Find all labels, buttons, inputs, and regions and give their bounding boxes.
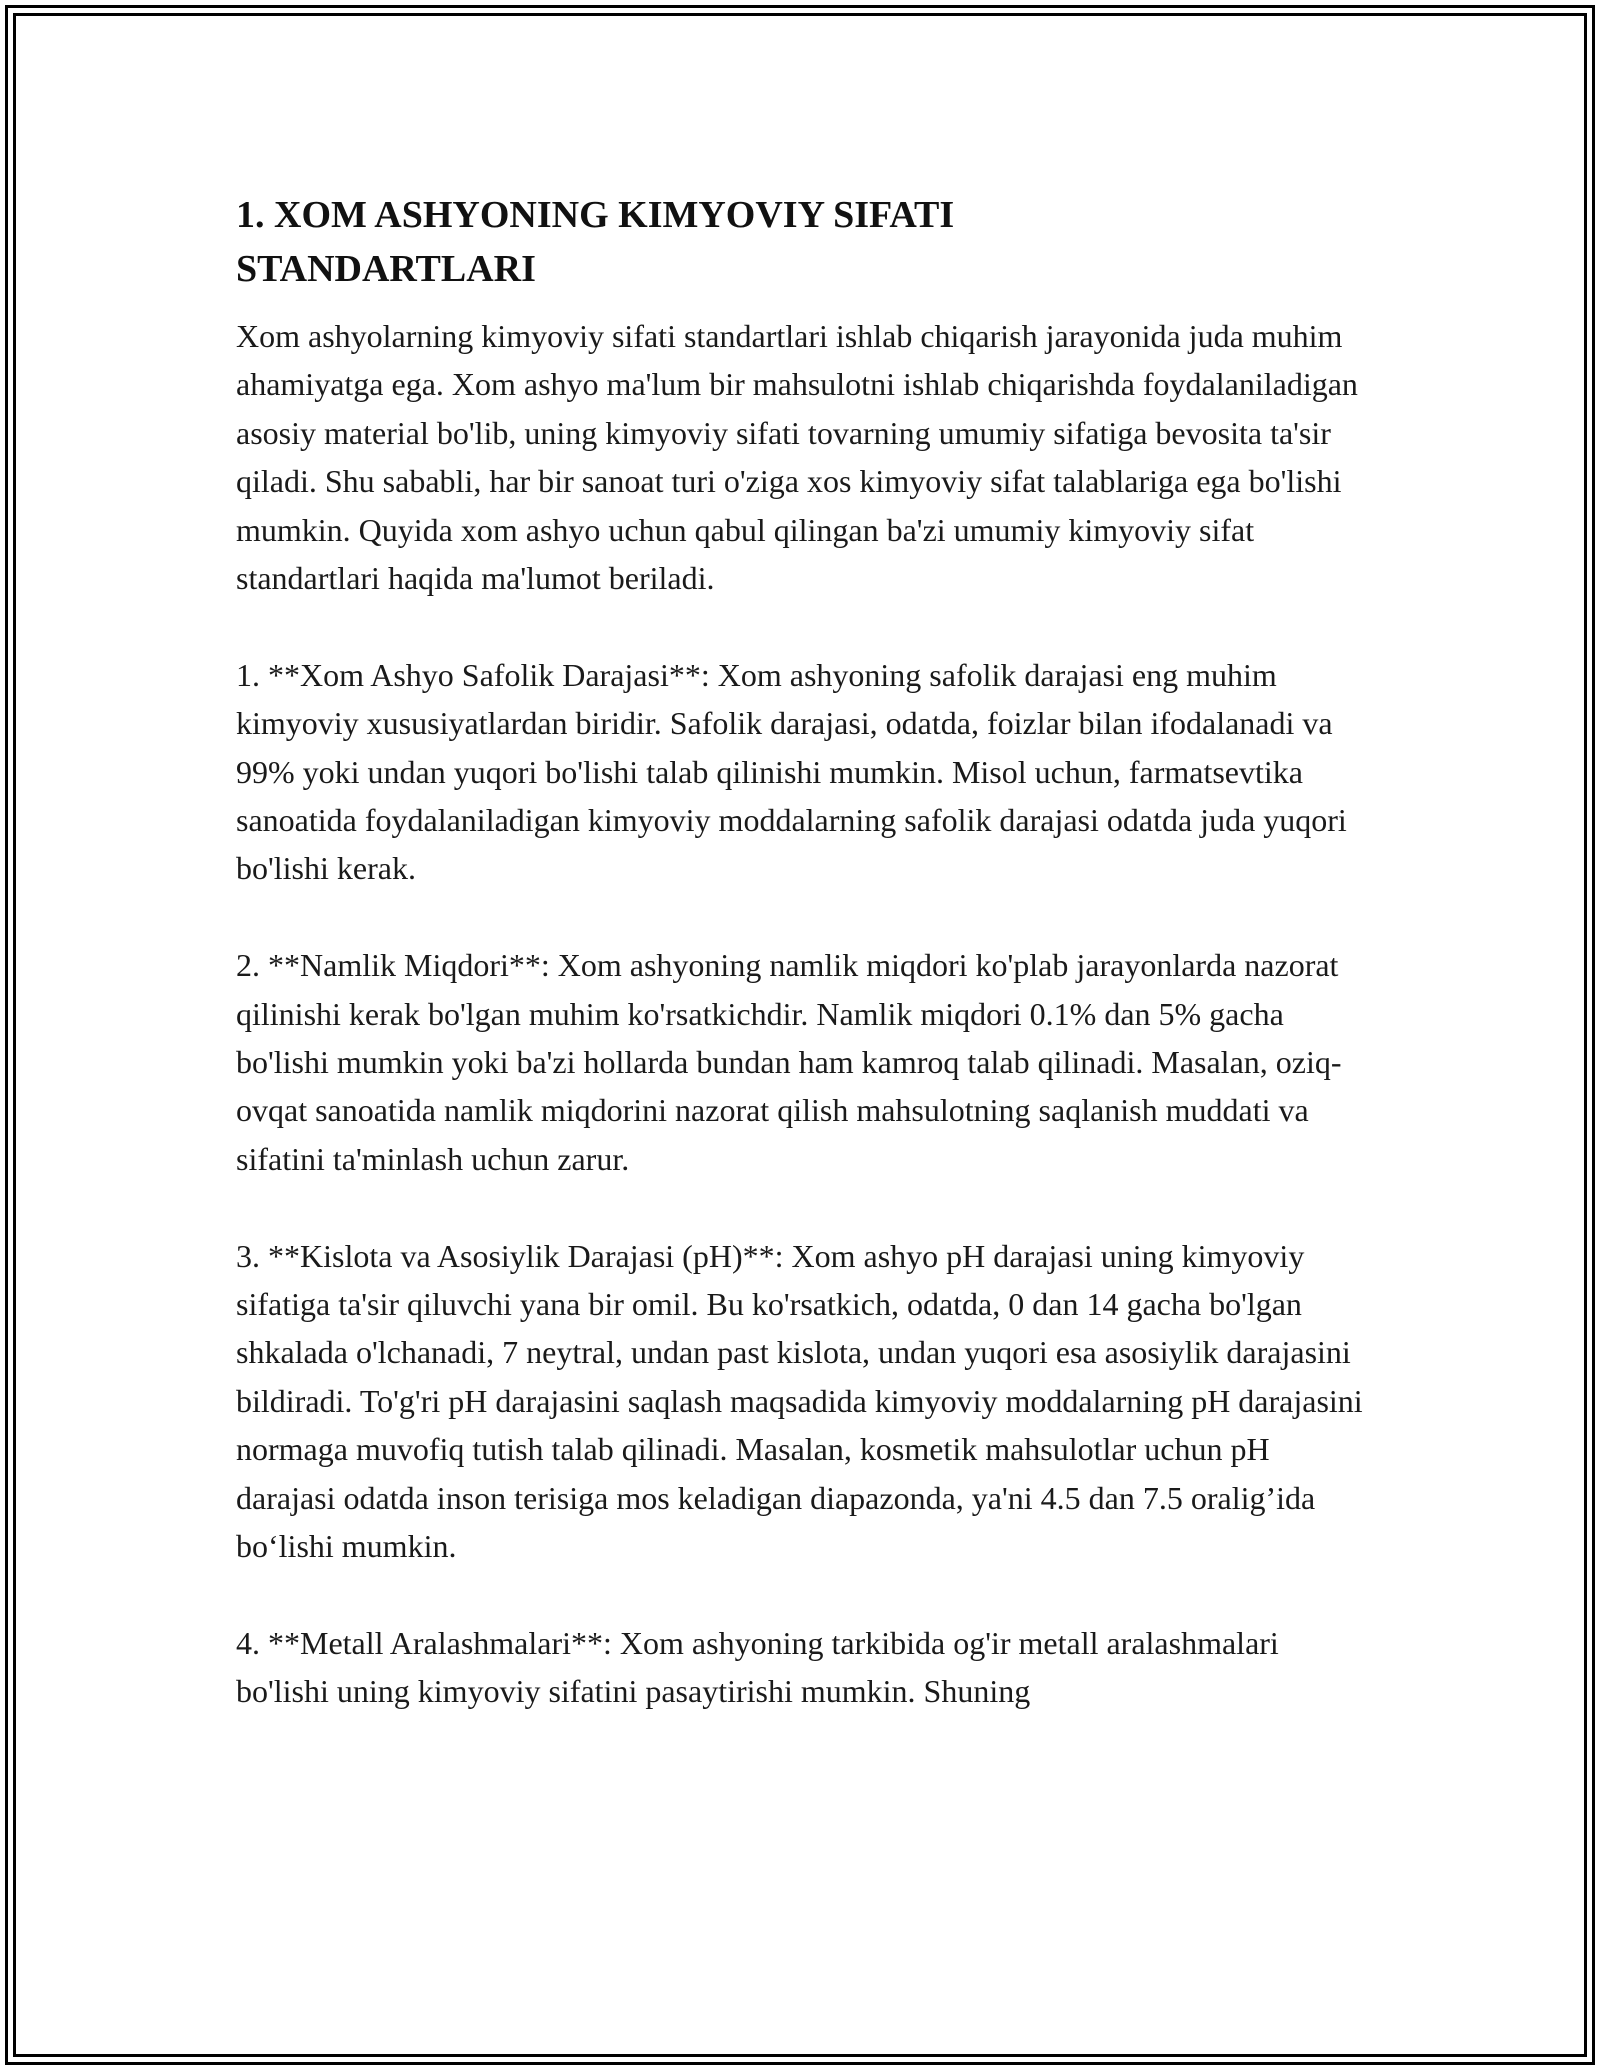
document-body — [236, 188, 1376, 1716]
paragraph-purity: 1. **Xom Ashyo Safolik Darajasi**: Xom ashyoning safolik darajasi eng muhim kimyoviy xususiyatlardan biridir. Safolik darajasi, odatda, foizlar bilan ifodalanadi va 99% yoki undan yuqori bo'lishi talab qilinishi mumkin. Misol uchun, farmatsevtika sanoatida foydalaniladigan kimyoviy moddalarning safolik darajasi odatda juda yuqori bo'lishi kerak. — [236, 656, 1347, 887]
paragraph-moisture: 2. **Namlik Miqdori**: Xom ashyoning namlik miqdori ko'plab jarayonlarda nazorat qilinishi kerak bo'lgan muhim ko'rsatkichdir. Namlik miqdori 0.1% dan 5% gacha bo'lishi mumkin yoki ba'zi hollarda bundan ham kamroq talab qilinadi. Masalan, oziq-ovqat sanoatida namlik miqdorini nazorat qilish mahsulotning saqlanish muddati va sifatini ta'minlash uchun zarur. — [236, 947, 1342, 1177]
intro-paragraph: Xom ashyolarning kimyoviy sifati standartlari ishlab chiqarish jarayonida juda muhim ahamiyatga ega. Xom ashyo ma'lum bir mahsulotni ishlab chiqarishda foydalaniladigan asosiy material bo'lib, uning kimyoviy sifati tovarning umumiy sifatiga bevosita ta'sir qiladi. Shu sababli, har bir sanoat turi o'ziga xos kimyoviy sifat talablariga ega bo'lishi mumkin. Quyida xom ashyo uchun qabul qilingan ba'zi umumiy kimyoviy sifat standartlari haqida ma'lumot beriladi. — [236, 318, 1358, 597]
paragraph-metals: 4. **Metall Aralashmalari**: Xom ashyoning tarkibida og'ir metall aralashmalari bo'lishi uning kimyoviy sifatini pasaytirishi mumkin. Shuning — [236, 1624, 1279, 1710]
page-title: 1. XOM ASHYONING KIMYOVIY SIFATI STANDARTLARI — [236, 194, 955, 290]
paragraph-ph: 3. **Kislota va Asosiylik Darajasi (pH)**: Xom ashyo pH darajasi uning kimyoviy sifatiga ta'sir qiluvchi yana bir omil. Bu ko'rsatkich, odatda, 0 dan 14 gacha bo'lgan shkalada o'lchanadi, 7 neytral, undan past kislota, undan yuqori esa asosiylik darajasini bildiradi. To'g'ri pH darajasini saqlash maqsadida kimyoviy moddalarning pH darajasini normaga muvofiq tutish talab qilinadi. Masalan, kosmetik mahsulotlar uchun pH darajasi odatda inson terisiga mos keladigan diapazonda, ya'ni 4.5 dan 7.5 oralig’ida bo‘lishi mumkin. — [236, 1237, 1363, 1565]
